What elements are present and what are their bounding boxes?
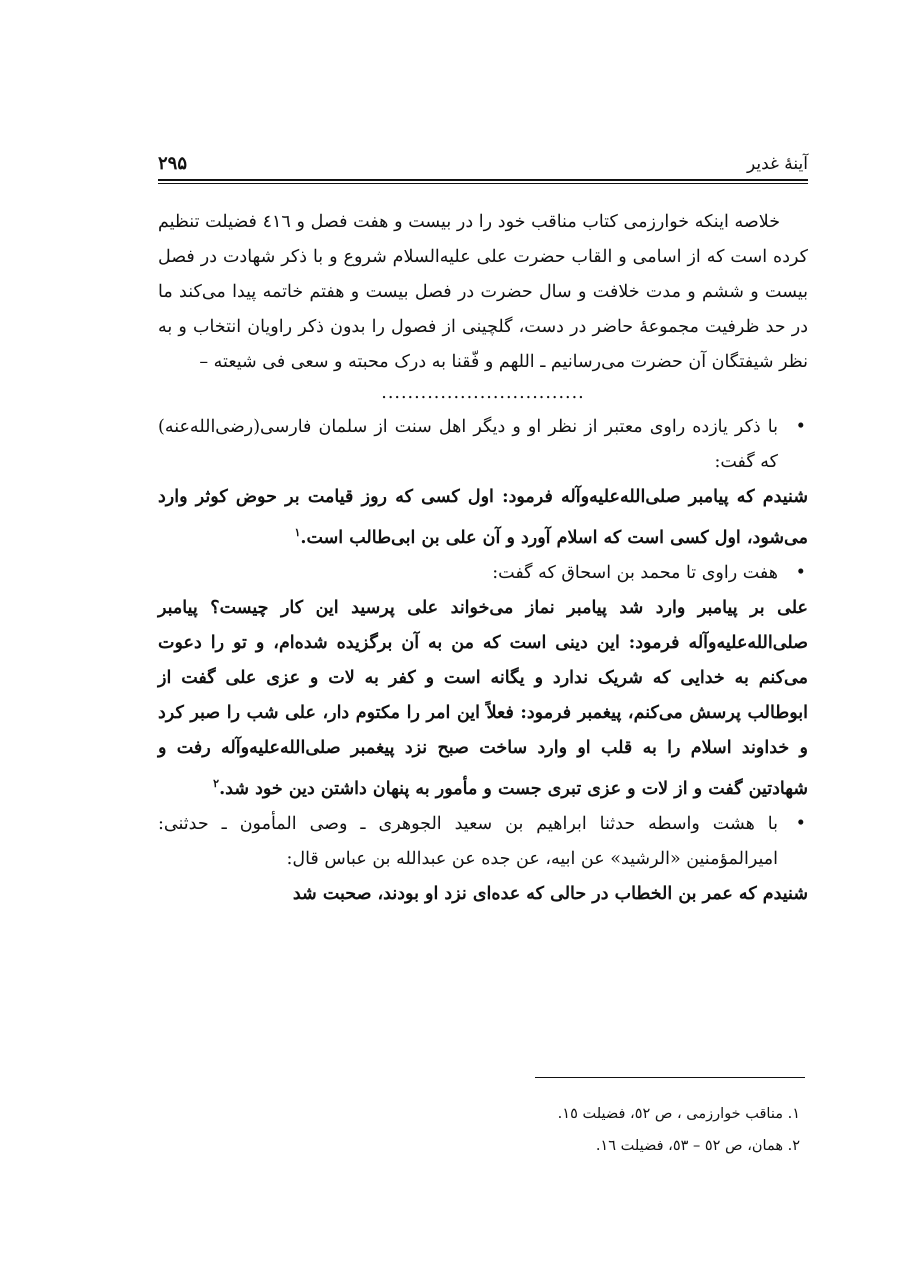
narration-quote (158, 877, 808, 912)
narration-lead (158, 410, 808, 480)
narration-quote-text: شنیدم که عمر بن الخطاب در حالی که عده‌ای نزد او بودند، صحبت شد (292, 883, 808, 904)
header-rule-thin (158, 183, 808, 184)
narration-lead (158, 807, 808, 877)
page-number: ۲۹۵ (158, 153, 188, 174)
section-separator: ............................... (381, 383, 585, 403)
header-rule-thick (158, 179, 808, 181)
list-item (158, 410, 808, 556)
footnotes (158, 1098, 808, 1162)
list-item (158, 556, 808, 807)
footnote: ٢. همان، ص ٥٢ – ٥٣، فضیلت ١٦. (595, 1138, 800, 1154)
narration-quote-text: علی بر پیامبر وارد شد پیامبر نماز می‌خواند علی پرسید این کار چیست؟ پیامبر صلی‌الله‌علیه‌وآله فرمود: این دینی است که من به آن برگزیده شده‌ام، و تو را دعوت می‌کنم به خدایی که شریک ندارد و یگانه است و کفر به لات و عزی علی گفت از ابوطالب پرسش می‌کنم، پیغمبر فرمود: فعلاً این امر را مکتوم دار، علی شب را صبر کرد و خداوند اسلام را به قلب او وارد ساخت صبح نزد پیغمبر صلی‌الله‌علیه‌وآله رفت و شهادتین گفت و از لات و عزی تبری جست و مأمور به پنهان داشتن دین خود شد. (158, 597, 808, 799)
bullet-icon: • (795, 813, 806, 834)
intro-paragraph: خلاصه اینکه خوارزمی کتاب مناقب خود را در بیست و هفت فصل و ٤١٦ فضیلت تنظیم کرده است که از اسامی و القاب حضرت علی علیه‌السلام شروع و با ذکر شهادت در فصل بیست و ششم و مدت خلافت و سال حضرت در فصل بیست و هفتم خاتمه پیدا می‌کند ما در حد ظرفیت مجموعهٔ حاضر در دست، گلچینی از فصول را بدون ذکر راویان انتخاب و به نظر شیفتگان آن حضرت می‌رسانیم ـ اللهم و فّقنا به درک محبته و سعی فی شیعته – (158, 212, 808, 372)
running-header (158, 150, 808, 174)
footnote: ١. مناقب خوارزمی ، ص ٥٢، فضیلت ١٥. (557, 1106, 800, 1122)
narration-lead-text: با هشت واسطه حدثنا ابراهیم بن سعید الجوهری ـ وصی المأمون ـ حدثنی: امیرالمؤمنین «الرشید» عن ابیه، عن جده عن عبدالله بن عباس قال: (158, 813, 778, 869)
bullet-icon: • (795, 417, 806, 437)
main-text (158, 205, 808, 912)
list-item (158, 807, 808, 912)
footnote-rule (535, 1077, 805, 1078)
narration-lead (158, 556, 808, 591)
narration-quote (158, 591, 808, 807)
narration-quote (158, 480, 808, 556)
narration-lead-text: هفت راوی تا محمد بن اسحاق که گفت: (492, 562, 778, 583)
footnote-ref[interactable]: ١ (294, 526, 301, 539)
book-title: آینهٔ غدیر (746, 154, 808, 174)
footnote-ref[interactable]: ٢ (213, 776, 220, 790)
bullet-icon: • (795, 562, 806, 583)
narration-lead-text: با ذکر یازده راوی معتبر از نظر او و دیگر اهل سنت از سلمان فارسی(رضی‌الله‌عنه) که گفت: (158, 417, 778, 472)
narration-list (158, 410, 808, 912)
narration-quote-text: شنیدم که پیامبر صلی‌الله‌علیه‌وآله فرمود: اول کسی که روز قیامت بر حوض کوثر وارد می‌شود، اول کسی است که اسلام آورد و آن علی بن ابی‌طالب است. (158, 487, 808, 548)
